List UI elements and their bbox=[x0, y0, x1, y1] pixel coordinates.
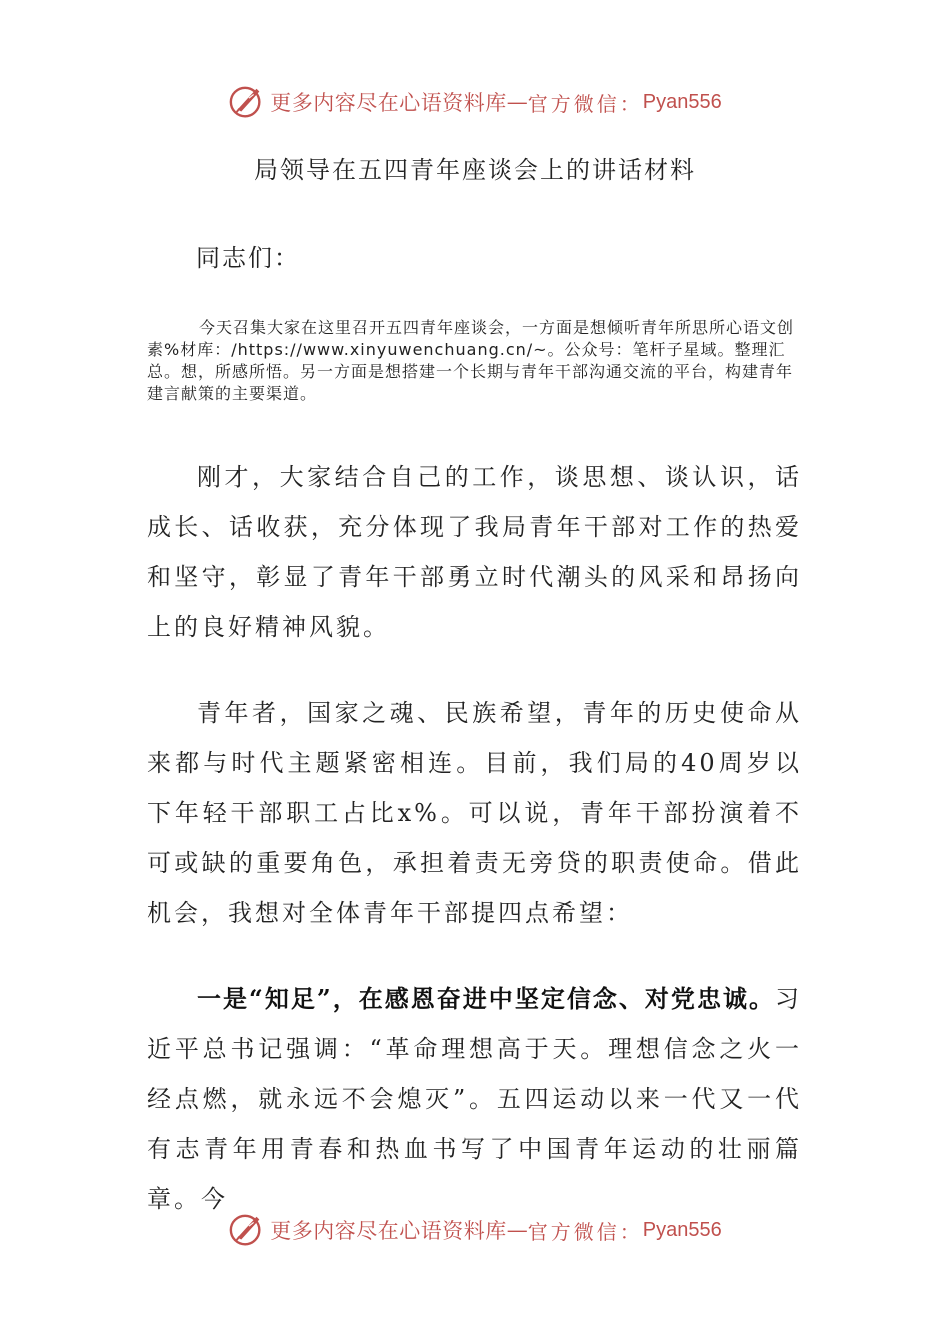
paragraph-3 bbox=[147, 974, 802, 1224]
banner-title: 更多内容尽在心语资料库 bbox=[270, 1219, 507, 1243]
paragraph-2: 青年者，国家之魂、民族希望，青年的历史使命从来都与时代主题紧密相连。目前，我们局的40周岁以下年轻干部职工占比x%。可以说，青年干部扮演着不可或缺的重要角色，承担着责无旁贷的职责使命。借此机会，我想对全体青年干部提四点希望： bbox=[147, 699, 802, 927]
banner-official-label: 官方微信： bbox=[527, 1219, 643, 1244]
banner-separator: — bbox=[506, 90, 528, 114]
footer-banner bbox=[0, 1208, 950, 1252]
document-title: 局领导在五四青年座谈会上的讲话材料 bbox=[254, 156, 696, 184]
banner-wechat-id: Pyan556 bbox=[642, 1218, 722, 1241]
quill-logo-icon bbox=[228, 83, 266, 121]
quill-logo-icon bbox=[228, 1211, 266, 1249]
paragraph-1: 刚才，大家结合自己的工作，谈思想、谈认识，话成长、话收获，充分体现了我局青年干部对工作的热爱和坚守，彰显了青年干部勇立时代潮头的风采和昂扬向上的良好精神风貌。 bbox=[147, 463, 802, 641]
banner-wechat-id: Pyan556 bbox=[642, 90, 722, 113]
header-banner bbox=[0, 80, 950, 124]
banner-separator: — bbox=[506, 1218, 528, 1242]
intro-paragraph: 今天召集大家在这里召开五四青年座谈会，一方面是想倾听青年所思所心语文创素%材库：/https://www.xinyuwenchuang.cn/~。公众号：笔杆子星域。整理汇总。想，所感所悟。另一方面是想搭建一个长期与青年干部沟通交流的平台，构建青年建言献策的主要渠道。 bbox=[147, 318, 795, 403]
paragraph-3-lead: 一是“知足”，在感恩奋进中坚定信念、对党忠诚。 bbox=[197, 984, 775, 1013]
paragraph-3-body: 习近平总书记强调：“革命理想高于天。理想信念之火一经点燃，就永远不会熄灭”。五四运动以来一代又一代有志青年用青春和热血书写了中国青年运动的壮丽篇章。今 bbox=[147, 985, 802, 1213]
greeting: 同志们： bbox=[196, 244, 300, 272]
banner-title: 更多内容尽在心语资料库 bbox=[270, 91, 507, 115]
banner-official-label: 官方微信： bbox=[527, 91, 643, 116]
